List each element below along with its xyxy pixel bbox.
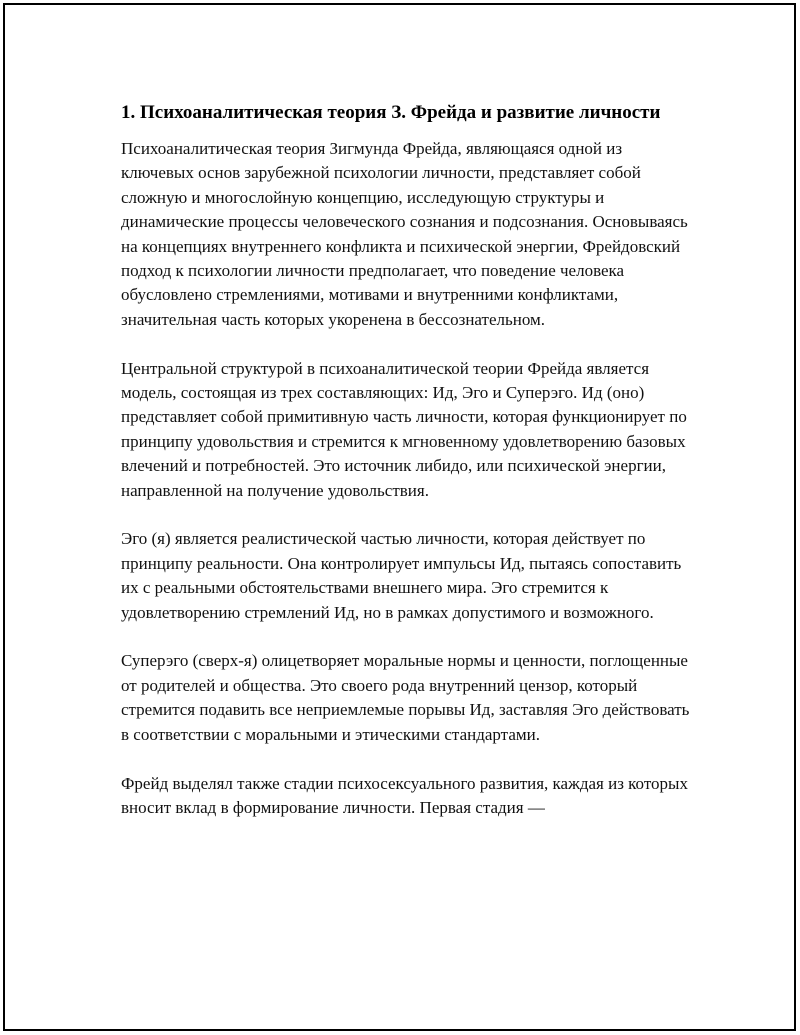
document-title: 1. Психоаналитическая теория З. Фрейда и развитие личности	[121, 102, 661, 123]
page-frame	[3, 3, 796, 1031]
paragraph-1: Психоаналитическая теория Зигмунда Фрейда, являющаяся одной из ключевых основ зарубежной психологии личности, представляет собой сложную и многослойную концепцию, исследующую структуры и динамические процессы человеческого сознания и подсознания. Основываясь на концепциях внутреннего конфликта и психической энергии, Фрейдовский подход к психологии личности предполагает, что поведение человека обусловлено стремлениями, мотивами и внутренними конфликтами, значительная часть которых укоренена в бессознательном.	[121, 139, 688, 329]
paragraph-3: Эго (я) является реалистической частью личности, которая действует по принципу реальности. Она контролирует импульсы Ид, пытаясь сопоставить их с реальными обстоятельствами внешнего мира. Эго стремится к удовлетворению стремлений Ид, но в рамках допустимого и возможного.	[121, 529, 682, 622]
document-body	[121, 99, 691, 820]
paragraph-4: Суперэго (сверх-я) олицетворяет моральные нормы и ценности, поглощенные от родителей и общества. Это своего рода внутренний цензор, который стремится подавить все неприемлемые порывы Ид, заставляя Эго действовать в соответствии с моральными и этическими стандартами.	[121, 651, 690, 744]
paragraph-2: Центральной структурой в психоаналитической теории Фрейда является модель, состоящая из трех составляющих: Ид, Эго и Суперэго. Ид (оно) представляет собой примитивную часть личности, которая функционирует по принципу удовольствия и стремится к мгновенному удовлетворению базовых влечений и потребностей. Это источник либидо, или психической энергии, направленной на получение удовольствия.	[121, 358, 687, 500]
paragraph-5: Фрейд выделял также стадии психосексуального развития, каждая из которых вносит вклад в формирование личности. Первая стадия —	[121, 773, 688, 817]
